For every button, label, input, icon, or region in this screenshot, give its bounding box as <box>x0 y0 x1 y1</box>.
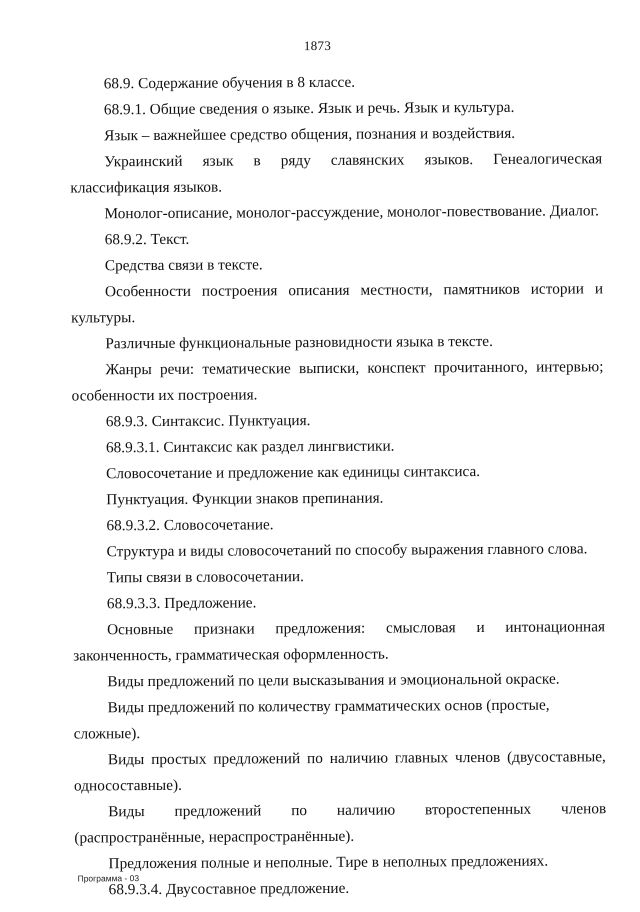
subsection-heading-68-9-3-4: 68.9.3.4. Двусоставное предложение. <box>108 879 350 899</box>
paragraph: Основные признаки предложения: смысловая и интонационная законченность, грамматическая оформленность. <box>73 618 606 665</box>
paragraph: Предложения полные и неполные. Тире в неполных предложениях. <box>108 852 549 873</box>
subsection-heading-68-9-3-3: 68.9.3.3. Предложение. <box>106 594 257 613</box>
paragraph: Различные функциональные разновидности языка в тексте. <box>105 332 493 353</box>
paragraph: Монолог-описание, монолог-рассуждение, монолог-повествование. Диалог. <box>104 202 599 223</box>
paragraph: Словосочетание и предложение как единицы синтаксиса. <box>106 463 481 483</box>
page-number: 1873 <box>303 37 332 54</box>
paragraph: Пунктуация. Функции знаков препинания. <box>106 489 384 509</box>
document-body <box>70 68 607 903</box>
paragraph: Украинский язык в ряду славянских языков. Генеалогическая классификация языков. <box>70 150 603 197</box>
paragraph: Виды предложений по цели высказывания и эмоциональной окраске. <box>107 670 560 691</box>
subsection-heading-68-9-3-2: 68.9.3.2. Словосочетание. <box>106 516 274 535</box>
paragraph: Виды предложений по количеству грамматических основ (простые, сложные). <box>73 696 550 743</box>
page-footer: Программа - 03 <box>77 873 140 884</box>
subsection-heading-68-9-3: 68.9.3. Синтаксис. Пунктуация. <box>105 412 311 431</box>
paragraph: Структура и виды словосочетаний по способу выражения главного слова. <box>106 540 588 561</box>
section-heading-68-9: 68.9. Содержание обучения в 8 классе. <box>103 73 356 93</box>
paragraph: Язык – важнейшее средство общения, познания и воздействия. <box>103 124 516 145</box>
subsection-heading-68-9-2: 68.9.2. Текст. <box>104 230 190 249</box>
paragraph: Виды простых предложений по наличию главных членов (двусоставные, односоставные). <box>73 748 606 795</box>
subsection-heading-68-9-1: 68.9.1. Общие сведения о языке. Язык и речь. Язык и культура. <box>103 98 515 119</box>
paragraph: Типы связи в словосочетании. <box>106 568 304 587</box>
paragraph: Особенности построения описания местности, памятников истории и культуры. <box>71 280 604 327</box>
paragraph: Средства связи в тексте. <box>104 256 263 275</box>
subsection-heading-68-9-3-1: 68.9.3.1. Синтаксис как раздел лингвистики. <box>105 437 395 457</box>
paragraph: Жанры речи: тематические выписки, конспект прочитанного, интервью; особенности их построения. <box>71 358 604 405</box>
paragraph: Виды предложений по наличию второстепенных членов (распространённые, нераспространённые). <box>74 800 607 847</box>
